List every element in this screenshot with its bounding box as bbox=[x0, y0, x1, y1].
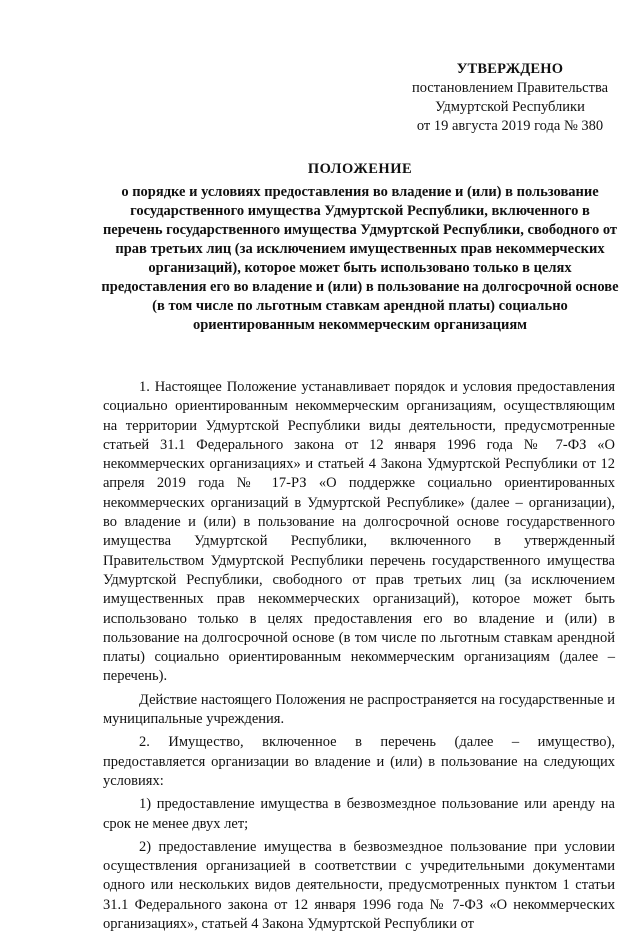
document-body bbox=[103, 378, 615, 934]
approval-stamp bbox=[395, 60, 625, 136]
approval-heading: УТВЕРЖДЕНО bbox=[456, 61, 564, 77]
paragraph-4: 1) предоставление имущества в безвозмездное пользование или аренду на срок не менее двух лет; bbox=[103, 796, 615, 832]
paragraph-3: 2. Имущество, включенное в перечень (далее – имущество), предоставляется организации во владение и (или) в пользование на следующих условиях: bbox=[103, 734, 615, 789]
document-subtitle: о порядке и условиях предоставления во владение и (или) в пользование государственного имущества Удмуртской Республики, включенного в перечень государственного имущества Удмуртской Республики, свободного от прав третьих лиц (за исключением имущественных прав некоммерческих организаций), которое может быть использовано только в целях предоставления его во владение и (или) в пользование на долгосрочной основе (в том числе по льготным ставкам арендной платы) социально ориентированным некоммерческим организациям bbox=[101, 184, 619, 333]
approval-line-3: от 19 августа 2019 года № 380 bbox=[416, 118, 604, 134]
approval-line-2: Удмуртской Республики bbox=[435, 99, 585, 115]
paragraph-2: Действие настоящего Положения не распространяется на государственные и муниципальные учреждения. bbox=[103, 691, 615, 728]
document-title: ПОЛОЖЕНИЕ bbox=[307, 161, 413, 177]
paragraph-1: 1. Настоящее Положение устанавливает порядок и условия предоставления социально ориентированным некоммерческим организациям, осуществляющим на территории Удмуртской Республики виды деятельности, предусмотренные статьей 31.1 Федерального закона от 12 января 1996 года № 7-ФЗ «О некоммерческих организациях» и статьей 4 Закона Удмуртской Республики от 12 апреля 2019 года № 17-РЗ «О поддержке социально ориентированных некоммерческих организаций в Удмуртской Республике» (далее – организации), во владение и (или) в пользование на долгосрочной основе государственного имущества Удмуртской Республики, включенного в утвержденный Правительством Удмуртской Республики перечень государственного имущества Удмуртской Республики, свободного от прав третьих лиц (за исключением имущественных прав некоммерческих организаций), которое может быть использовано только в целях предоставления его во владение и (или) в пользование на долгосрочной основе (в том числе по льготным ставкам арендной платы) социально ориентированным некоммерческим организациям (далее – перечень). bbox=[103, 379, 615, 685]
document-title-block bbox=[100, 160, 620, 335]
approval-line-1: постановлением Правительства bbox=[411, 80, 609, 96]
paragraph-5: 2) предоставление имущества в безвозмездное пользование при условии осуществления организацией в соответствии с учредительными документами одного или нескольких видов деятельности, предусмотренных пунктом 1 статьи 31.1 Федерального закона от 12 января 1996 года № 7-ФЗ «О некоммерческих организациях», статьей 4 Закона Удмуртской Республики от bbox=[103, 838, 615, 933]
